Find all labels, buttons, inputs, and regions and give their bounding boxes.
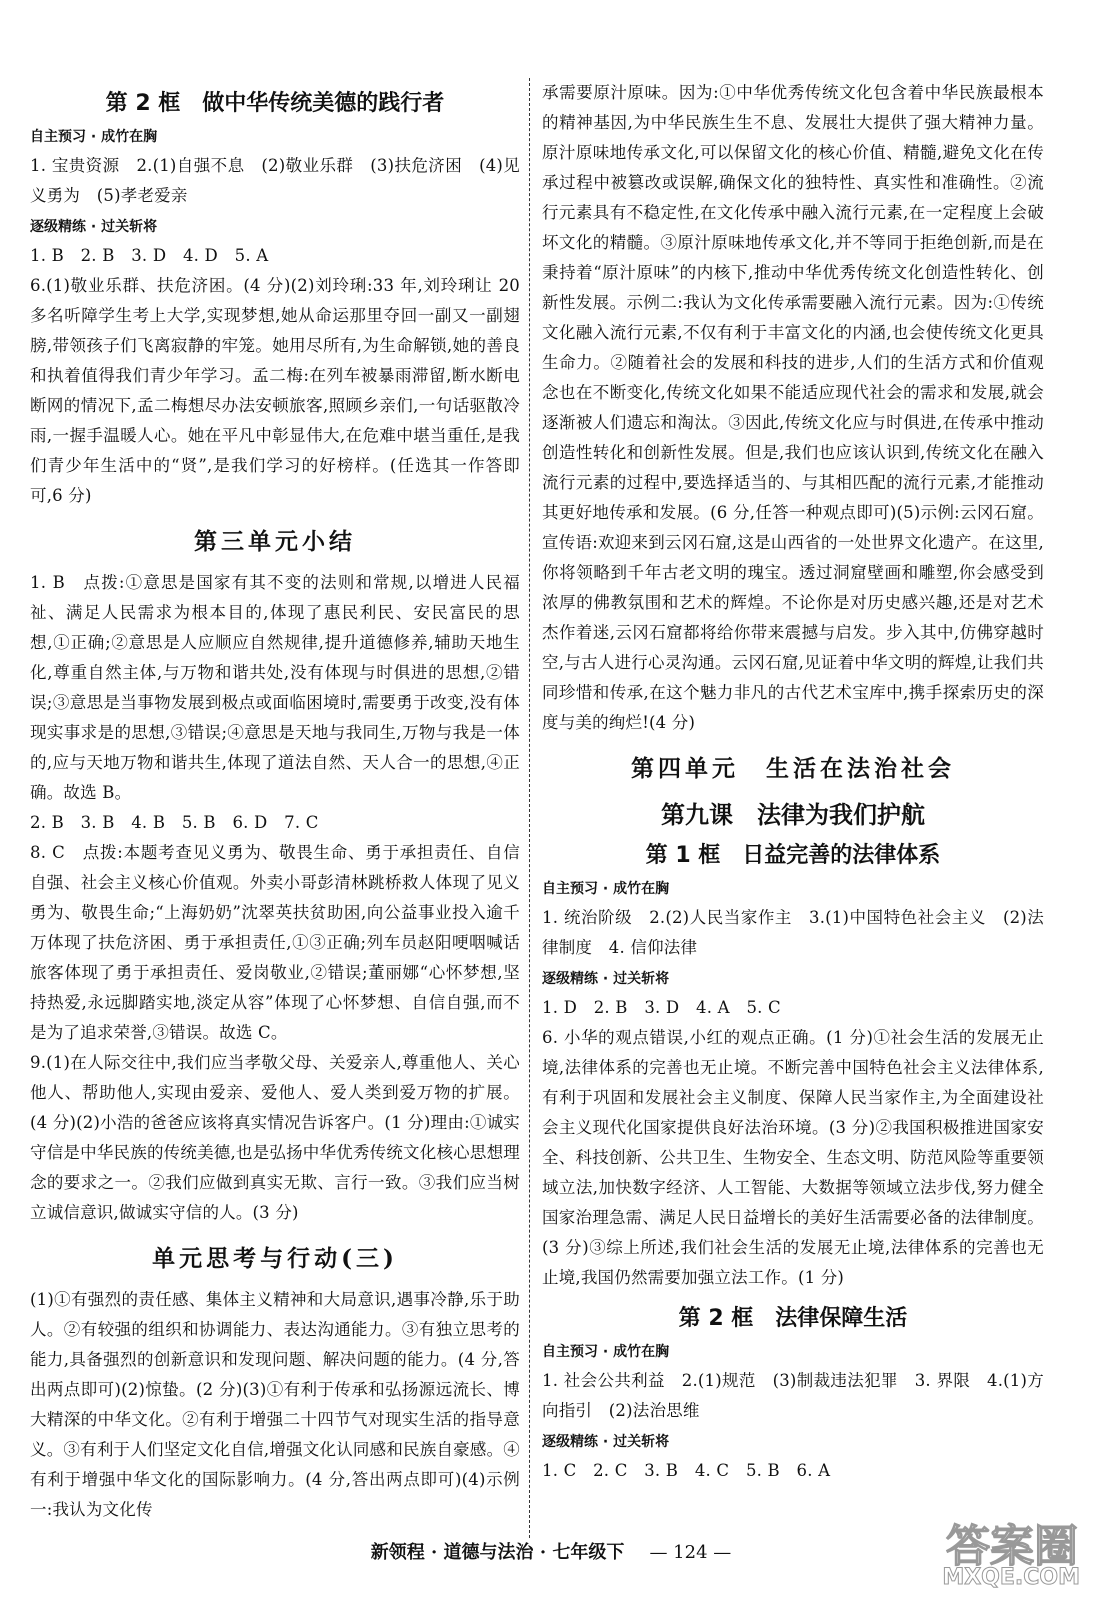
answers-choice: 1. B 2. B 3. D 4. D 5. A [30, 246, 269, 265]
answers-q2-7: 2. B 3. B 4. B 5. B 6. D 7. C [30, 813, 319, 832]
answers-choice-f2: 1. C 2. C 3. B 4. C 5. B 6. A [542, 1461, 831, 1480]
unit-title: 第四单元 生活在法治社会 [631, 755, 955, 782]
label-preview: 自主预习 · 成竹在胸 [30, 129, 158, 145]
column-divider [529, 78, 530, 1538]
answers-preview-f2: 1. 社会公共利益 2.(1)规范 (3)制裁违法犯罪 3. 界限 4.(1)方向指引 (2)法治思维 [542, 1371, 1044, 1420]
answer-q8: 8. C 点拨:本题考查见义勇为、敬畏生命、勇于承担责任、自信自强、社会主义核心价值观。外卖小哥彭清林跳桥救人体现了见义勇为、敬畏生命;“上海奶奶”沈翠英扶贫助困,向公益事业投入逾千万体现了扶危济困、勇于承担责任,①③正确;列车员赵阳哽咽喊话旅客体现了勇于承担责任、爱岗敬业,②错误;董丽娜“心怀梦想,坚持热爱,永远脚踏实地,淡定从容”体现了心怀梦想、自信自强,而不是为了追求荣誉,③错误。故选 C。 [30, 843, 520, 1042]
watermark-url: MXQE.COM [942, 1565, 1080, 1590]
right-column [542, 78, 1044, 1486]
lesson-title: 第九课 法律为我们护航 [661, 801, 925, 829]
section-title-frame-1: 第 1 框 日益完善的法律体系 [645, 843, 941, 868]
book-title: 新领程 · 道德与法治 · 七年级下 [370, 1542, 625, 1563]
label-practice-f2: 逐级精练 · 过关斩将 [542, 1434, 670, 1450]
label-preview-f2: 自主预习 · 成竹在胸 [542, 1344, 670, 1360]
label-practice: 逐级精练 · 过关斩将 [30, 219, 158, 235]
answer-q6: 6.(1)敬业乐群、扶危济困。(4 分)(2)刘玲琍:33 年,刘玲琍让 20 多名听障学生考上大学,实现梦想,她从命运那里夺回一副又一副翅膀,带领孩子们飞离寂静的牢笼。她用尽所有,为生命解锁,她的善良和执着值得我们青少年学习。孟二梅:在列车被暴雨滞留,断水断电断网的情况下,孟二梅想尽办法安顿旅客,照顾乡亲们,一句话驱散冷雨,一握手温暖人心。她在平凡中彰显伟大,在危难中堪当重任,是我们青少年生活中的“贤”,是我们学习的好榜样。(任选其一作答即可,6 分) [30, 276, 520, 505]
answer-q6-f1: 6. 小华的观点错误,小红的观点正确。(1 分)①社会生活的发展无止境,法律体系的完善也无止境。不断完善中国特色社会主义法律体系,有利于巩固和发展社会主义制度、保障人民当家作主,为全面建设社会主义现代化国家提供良好法治环境。(3 分)②我国积极推进国家安全、科技创新、公共卫生、生物安全、生态文明、防范风险等重要领域立法,加快数字经济、人工智能、大数据等领域立法步伐,努力健全国家治理急需、满足人民日益增长的美好生活需要必备的法律制度。(3 分)③综上所述,我们社会生活的发展无止境,法律体系的完善也无止境,我国仍然需要加强立法工作。(1 分) [542, 1028, 1044, 1287]
watermark-logo [934, 1510, 1084, 1592]
label-preview-f1: 自主预习 · 成竹在胸 [542, 881, 670, 897]
watermark-text: 答案圈 [946, 1521, 1078, 1572]
answers-preview-f1: 1. 统治阶级 2.(2)人民当家作主 3.(1)中国特色社会主义 (2)法律制度 4. 信仰法律 [542, 908, 1044, 957]
answer-thinking: (1)①有强烈的责任感、集体主义精神和大局意识,遇事冷静,乐于助人。②有较强的组织和协调能力、表达沟通能力。③有独立思考的能力,具备强烈的创新意识和发现问题、解决问题的能力。(4 分,答出两点即可)(2)惊蛰。(2 分)(3)①有利于传承和弘扬源远流长、博大精深的中华文化。②有利于增强二十四节气对现实生活的指导意义。③有利于人们坚定文化自信,增强文化认同感和民族自豪感。④有利于增强中华文化的国际影响力。(4 分,答出两点即可)(4)示例一:我认为文化传 [30, 1290, 520, 1519]
section-title-unit-thinking: 单元思考与行动(三) [152, 1245, 398, 1272]
label-practice-f1: 逐级精练 · 过关斩将 [542, 971, 670, 987]
section-title-unit3-summary: 第三单元小结 [194, 528, 356, 555]
answer-q1: 1. B 点拨:①意思是国家有其不变的法则和常规,以增进人民福祉、满足人民需求为根本目的,体现了惠民利民、安民富民的思想,①正确;②意思是人应顺应自然规律,提升道德修养,辅助天地生化,尊重自然主体,与万物和谐共处,没有体现与时俱进的思想,②错误;③意思是当事物发展到极点或面临困境时,需要勇于改变,没有体现实事求是的思想,③错误;④意思是天地与我同生,万物与我是一体的,应与天地万物和谐共生,体现了道法自然、天人合一的思想,④正确。故选 B。 [30, 573, 520, 802]
answer-q9: 9.(1)在人际交往中,我们应当孝敬父母、关爱亲人,尊重他人、关心他人、帮助他人,实现由爱亲、爱他人、爱人类到爱万物的扩展。(4 分)(2)小浩的爸爸应该将真实情况告诉客户。(1 分)理由:①诚实守信是中华民族的传统美德,也是弘扬中华优秀传统文化核心思想理念的要求之一。②我们应做到真实无欺、言行一致。③我们应当树立诚信意识,做诚实守信的人。(3 分) [30, 1053, 520, 1222]
section-title-frame-2b: 第 2 框 法律保障生活 [678, 1306, 908, 1331]
answer-thinking-cont: 承需要原汁原味。因为:①中华优秀传统文化包含着中华民族最根本的精神基因,为中华民族生生不息、发展壮大提供了强大精神力量。原汁原味地传承文化,可以保留文化的核心价值、精髓,避免文化在传承过程中被篡改或误解,确保文化的独特性、真实性和准确性。②流行元素具有不稳定性,在文化传承中融入流行元素,在一定程度上会破坏文化的精髓。③原汁原味地传承文化,并不等同于拒绝创新,而是在秉持着“原汁原味”的内核下,推动中华优秀传统文化创造性转化、创新性发展。示例二:我认为文化传承需要融入流行元素。因为:①传统文化融入流行元素,不仅有利于丰富文化的内涵,也会使传统文化更具生命力。②随着社会的发展和科技的进步,人们的生活方式和价值观念也在不断变化,传统文化如果不能适应现代社会的需求和发展,就会逐渐被人们遗忘和淘汰。③因此,传统文化应与时俱进,在传承中推动创造性转化和创新性发展。但是,我们也应该认识到,传统文化在融入流行元素的过程中,要选择适当的、与其相匹配的流行元素,才能推动其更好地传承和发展。(6 分,任答一种观点即可)(5)示例:云冈石窟。宣传语:欢迎来到云冈石窟,这是山西省的一处世界文化遗产。在这里,你将领略到千年古老文明的瑰宝。透过洞窟壁画和雕塑,你会感受到浓厚的佛教氛围和艺术的辉煌。不论你是对历史感兴趣,还是对艺术杰作着迷,云冈石窟都将给你带来震撼与启发。步入其中,仿佛穿越时空,与古人进行心灵沟通。云冈石窟,见证着中华文明的辉煌,让我们共同珍惜和传承,在这个魅力非凡的古代艺术宝库中,携手探索历史的深度与美的绚烂!(4 分) [542, 83, 1044, 732]
answers-choice-f1: 1. D 2. B 3. D 4. A 5. C [542, 998, 781, 1017]
section-title-frame-2: 第 2 框 做中华传统美德的践行者 [105, 91, 445, 116]
page-number: — 124 — [649, 1542, 732, 1563]
answers-preview: 1. 宝贵资源 2.(1)自强不息 (2)敬业乐群 (3)扶危济困 (4)见义勇为 (5)孝老爱亲 [30, 156, 520, 205]
left-column [30, 78, 520, 1525]
